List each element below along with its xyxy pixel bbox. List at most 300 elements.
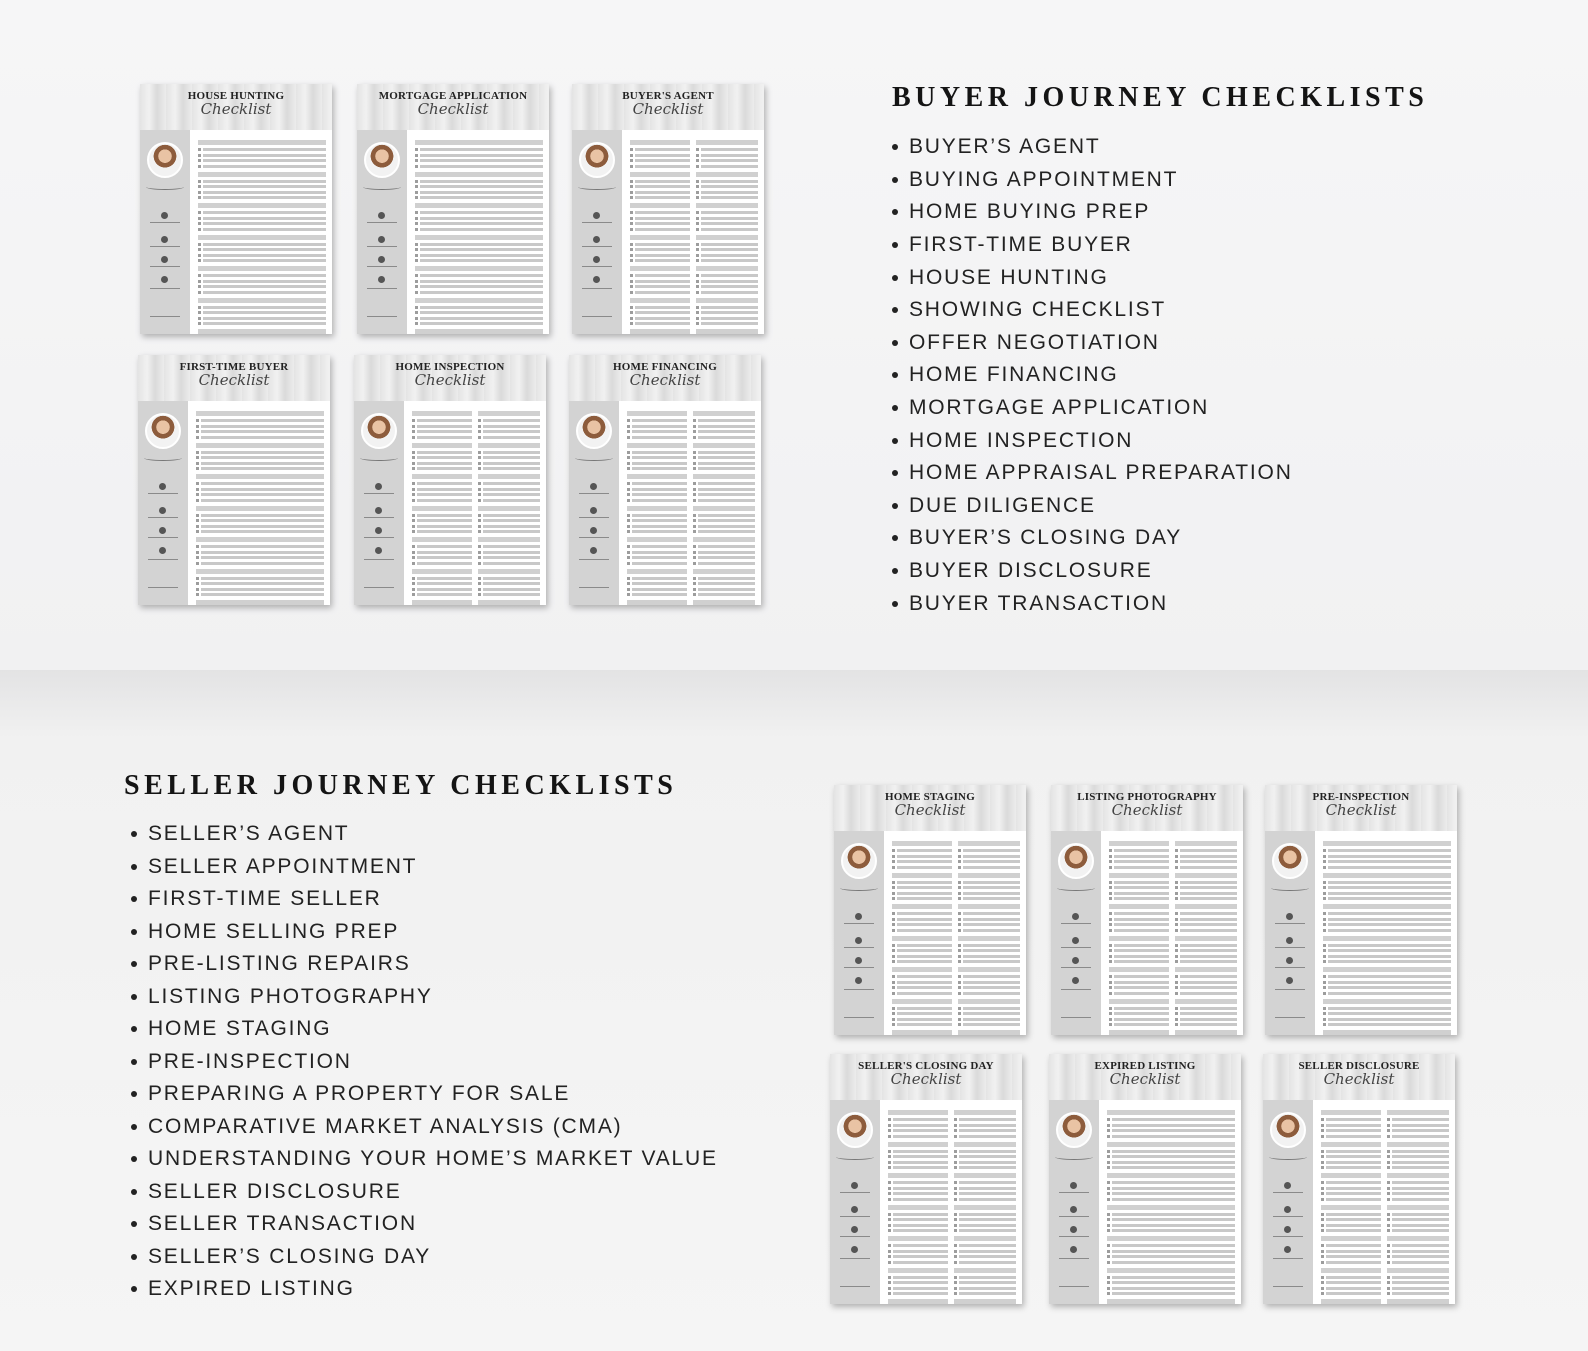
- section-header-bar: [958, 841, 1020, 846]
- checklist-line: [954, 1255, 1016, 1258]
- seller-list-item: COMPARATIVE MARKET ANALYSIS (CMA): [131, 1111, 718, 1144]
- checklist-line: [888, 1150, 948, 1153]
- checklist-line: [198, 285, 326, 288]
- checklist-line: [198, 196, 326, 199]
- section-header-bar: [412, 411, 472, 416]
- checklist-line: [1387, 1187, 1449, 1190]
- checklist-line: [954, 1187, 1016, 1190]
- buyer-list-item: HOUSE HUNTING: [892, 261, 1293, 294]
- checklist-line: [1323, 929, 1451, 932]
- checklist-line: [415, 317, 543, 320]
- contact-icon: [590, 547, 597, 554]
- checklist-line: [696, 217, 758, 220]
- bullet-icon: [131, 929, 137, 935]
- checklist-line: [412, 545, 472, 548]
- contact-icon: [1072, 957, 1079, 964]
- checklist-line: [888, 1281, 948, 1284]
- checklist-line: [415, 148, 543, 151]
- checklist-line: [888, 1213, 948, 1216]
- contact-icon: [378, 212, 385, 219]
- section-header-bar: [696, 172, 758, 177]
- checklist-line: [196, 451, 324, 454]
- checklist-line: [478, 436, 540, 439]
- checklist-column: [630, 136, 690, 334]
- contact-icon: [851, 1182, 858, 1189]
- contact-line: [579, 537, 609, 538]
- section-header-bar: [892, 936, 952, 941]
- section-header-bar: [412, 569, 472, 574]
- checklist-line: [1323, 992, 1451, 995]
- section-header-bar: [1323, 1030, 1451, 1035]
- checklist-line: [958, 1018, 1020, 1021]
- section-header-bar: [478, 600, 540, 605]
- contact-line: [840, 1258, 870, 1259]
- checklist-line: [198, 317, 326, 320]
- sheet-title: HOME INSPECTION: [395, 361, 505, 373]
- contact-icon: [593, 212, 600, 219]
- checklist-line: [1109, 866, 1169, 869]
- contact-line: [840, 1216, 870, 1217]
- checklist-line: [888, 1229, 948, 1232]
- agent-signature: [146, 184, 184, 190]
- section-header-bar: [1175, 841, 1237, 846]
- checklist-line: [415, 306, 543, 309]
- checklist-line: [415, 274, 543, 277]
- checklist-line: [630, 254, 690, 257]
- checklist-line: [1323, 897, 1451, 900]
- contact-icon: [855, 977, 862, 984]
- section-header-bar: [415, 172, 543, 177]
- checklist-line: [478, 551, 540, 554]
- agent-avatar: [579, 142, 615, 178]
- checklist-line: [1175, 1012, 1237, 1015]
- section-header-bar: [1175, 936, 1237, 941]
- buyer-sheet-home-inspection: [354, 355, 546, 605]
- checklist-line: [1109, 886, 1169, 889]
- contact-line: [1061, 967, 1091, 968]
- checklist-line: [196, 430, 324, 433]
- buyer-list-item: BUYING APPOINTMENT: [892, 164, 1293, 197]
- checklist-line: [1175, 1023, 1237, 1026]
- checklist-column: [412, 407, 472, 605]
- section-header-bar: [478, 474, 540, 479]
- checklist-line: [627, 525, 687, 528]
- checklist-line: [888, 1224, 948, 1227]
- contact-line: [1273, 1192, 1303, 1193]
- checklist-line: [415, 248, 543, 251]
- checklist-line: [696, 222, 758, 225]
- checklist-line: [1387, 1124, 1449, 1127]
- checklist-line: [958, 912, 1020, 915]
- checklist-line: [888, 1261, 948, 1264]
- checklist-line: [954, 1276, 1016, 1279]
- checklist-line: [1321, 1218, 1381, 1221]
- section-header-bar: [1321, 1299, 1381, 1304]
- checklist-line: [1387, 1192, 1449, 1195]
- checklist-line: [954, 1161, 1016, 1164]
- section-header-bar: [198, 172, 326, 177]
- checklist-line: [478, 530, 540, 533]
- checklist-line: [478, 462, 540, 465]
- seller-list-item: FIRST-TIME SELLER: [131, 883, 718, 916]
- checklist-column: [693, 407, 755, 605]
- checklist-line: [1323, 960, 1451, 963]
- checklist-line: [892, 975, 952, 978]
- contact-icon: [161, 276, 168, 283]
- checklist-line: [1109, 986, 1169, 989]
- contact-icon: [378, 236, 385, 243]
- buyer-list-item: HOME APPRAISAL PREPARATION: [892, 457, 1293, 490]
- checklist-line: [196, 519, 324, 522]
- checklist-line: [1107, 1218, 1235, 1221]
- section-header-bar: [892, 841, 952, 846]
- checklist-line: [954, 1244, 1016, 1247]
- checklist-line: [415, 280, 543, 283]
- checklist-line: [415, 154, 543, 157]
- section-header-bar: [892, 1030, 952, 1035]
- sheet-subtitle: Checklist: [1111, 801, 1183, 819]
- checklist-line: [1107, 1181, 1235, 1184]
- seller-sheet-expired-listing: [1049, 1054, 1241, 1304]
- checklist-line: [1321, 1135, 1381, 1138]
- section-header-bar: [954, 1268, 1016, 1273]
- checklist-line: [1323, 975, 1451, 978]
- checklist-line: [958, 892, 1020, 895]
- checklist-column: [892, 837, 952, 1035]
- checklist-line: [892, 1012, 952, 1015]
- section-header-bar: [1323, 967, 1451, 972]
- checklist-line: [1321, 1166, 1381, 1169]
- checklist-line: [415, 191, 543, 194]
- checklist-line: [693, 467, 755, 470]
- section-header-bar: [693, 506, 755, 511]
- checklist-line: [696, 291, 758, 294]
- section-header-bar: [1109, 1030, 1169, 1035]
- buyer-list-item: HOME BUYING PREP: [892, 196, 1293, 229]
- section-header-bar: [478, 443, 540, 448]
- contact-line: [1059, 1236, 1089, 1237]
- contact-line: [364, 517, 394, 518]
- bullet-icon: [892, 307, 898, 313]
- seller-list-item: EXPIRED LISTING: [131, 1273, 718, 1306]
- section-header-bar: [198, 235, 326, 240]
- checklist-line: [1387, 1218, 1449, 1221]
- checklist-line: [693, 582, 755, 585]
- section-header-bar: [630, 329, 690, 334]
- checklist-column: [627, 407, 687, 605]
- section-header-bar: [627, 600, 687, 605]
- contact-icon: [593, 256, 600, 263]
- checklist-line: [1387, 1118, 1449, 1121]
- section-header-bar: [1107, 1299, 1235, 1304]
- section-header-bar: [696, 235, 758, 240]
- seller-sheet-pre-inspection: [1265, 785, 1457, 1035]
- checklist-line: [1175, 912, 1237, 915]
- checklist-line: [1109, 860, 1169, 863]
- seller-list-item: SELLER DISCLOSURE: [131, 1176, 718, 1209]
- section-header-bar: [958, 904, 1020, 909]
- checklist-line: [1175, 960, 1237, 963]
- seller-sheet-listing-photography: [1051, 785, 1243, 1035]
- checklist-line: [198, 280, 326, 283]
- checklist-line: [1107, 1135, 1235, 1138]
- checklist-line: [888, 1118, 948, 1121]
- checklist-line: [627, 456, 687, 459]
- checklist-line: [954, 1229, 1016, 1232]
- section-header-bar: [627, 443, 687, 448]
- checklist-line: [696, 259, 758, 262]
- checklist-line: [1107, 1229, 1235, 1232]
- checklist-line: [892, 897, 952, 900]
- checklist-line: [892, 986, 952, 989]
- checklist-line: [198, 154, 326, 157]
- checklist-line: [1107, 1198, 1235, 1201]
- checklist-line: [1323, 912, 1451, 915]
- bullet-icon: [131, 994, 137, 1000]
- section-header-bar: [630, 266, 690, 271]
- checklist-line: [958, 897, 1020, 900]
- checklist-line: [415, 254, 543, 257]
- section-header-bar: [627, 537, 687, 542]
- section-header-bar: [1107, 1142, 1235, 1147]
- checklist-line: [892, 1007, 952, 1010]
- checklist-line: [412, 493, 472, 496]
- checklist-line: [198, 165, 326, 168]
- checklist-line: [630, 274, 690, 277]
- checklist-line: [1107, 1192, 1235, 1195]
- contact-line: [150, 222, 180, 223]
- seller-list-item: HOME SELLING PREP: [131, 916, 718, 949]
- section-header-bar: [892, 999, 952, 1004]
- checklist-line: [696, 180, 758, 183]
- checklist-line: [196, 425, 324, 428]
- checklist-line: [1387, 1166, 1449, 1169]
- checklist-line: [958, 955, 1020, 958]
- checklist-line: [630, 317, 690, 320]
- checklist-line: [1387, 1292, 1449, 1295]
- checklist-line: [412, 593, 472, 596]
- contact-line: [844, 989, 874, 990]
- section-header-bar: [892, 904, 952, 909]
- contact-line: [1059, 1216, 1089, 1217]
- checklist-line: [412, 451, 472, 454]
- section-header-bar: [412, 443, 472, 448]
- contact-line: [1061, 989, 1091, 990]
- checklist-line: [1175, 986, 1237, 989]
- contact-icon: [375, 507, 382, 514]
- checklist-line: [196, 419, 324, 422]
- checklist-line: [696, 322, 758, 325]
- contact-icon: [378, 276, 385, 283]
- contact-line: [150, 316, 180, 317]
- contact-icon: [1070, 1226, 1077, 1233]
- checklist-line: [196, 525, 324, 528]
- checklist-line: [198, 211, 326, 214]
- checklist-line: [1175, 918, 1237, 921]
- contact-icon: [1070, 1246, 1077, 1253]
- checklist-line: [627, 588, 687, 591]
- checklist-line: [1175, 860, 1237, 863]
- section-header-bar: [1387, 1142, 1449, 1147]
- checklist-line: [888, 1198, 948, 1201]
- section-header-bar: [196, 506, 324, 511]
- contact-line: [844, 967, 874, 968]
- checklist-line: [958, 960, 1020, 963]
- contact-line: [148, 517, 178, 518]
- checklist-line: [1387, 1255, 1449, 1258]
- checklist-line: [196, 467, 324, 470]
- checklist-line: [696, 243, 758, 246]
- sheet-title: PRE-INSPECTION: [1312, 791, 1410, 803]
- checklist-line: [198, 243, 326, 246]
- buyer-sheet-mortgage-application: [357, 84, 549, 334]
- checklist-line: [412, 562, 472, 565]
- checklist-line: [693, 436, 755, 439]
- checklist-line: [1175, 944, 1237, 947]
- checklist-line: [630, 306, 690, 309]
- bullet-icon: [131, 864, 137, 870]
- checklist-column: [696, 136, 758, 334]
- section-header-bar: [1387, 1299, 1449, 1304]
- checklist-line: [1321, 1255, 1381, 1258]
- checklist-line: [627, 582, 687, 585]
- contact-line: [579, 517, 609, 518]
- section-header-bar: [1387, 1236, 1449, 1241]
- checklist-line: [198, 259, 326, 262]
- section-header-bar: [1387, 1268, 1449, 1273]
- checklist-line: [954, 1135, 1016, 1138]
- seller-sheet-home-staging: [834, 785, 1026, 1035]
- checklist-line: [412, 436, 472, 439]
- checklist-line: [630, 154, 690, 157]
- checklist-line: [415, 243, 543, 246]
- agent-signature: [1269, 1154, 1307, 1160]
- checklist-line: [630, 285, 690, 288]
- contact-icon: [375, 547, 382, 554]
- contact-icon: [1286, 937, 1293, 944]
- section-header-bar: [198, 266, 326, 271]
- checklist-line: [198, 322, 326, 325]
- checklist-line: [888, 1129, 948, 1132]
- checklist-line: [1321, 1192, 1381, 1195]
- contact-icon: [855, 913, 862, 920]
- checklist-line: [888, 1292, 948, 1295]
- contact-line: [1273, 1236, 1303, 1237]
- checklist-line: [888, 1161, 948, 1164]
- checklist-line: [478, 582, 540, 585]
- contact-icon: [590, 483, 597, 490]
- checklist-line: [196, 493, 324, 496]
- contact-line: [364, 587, 394, 588]
- checklist-line: [627, 593, 687, 596]
- checklist-line: [1323, 1012, 1451, 1015]
- checklist-line: [1323, 955, 1451, 958]
- sheet-title: BUYER'S AGENT: [622, 90, 714, 102]
- checklist-line: [1323, 855, 1451, 858]
- section-header-bar: [954, 1205, 1016, 1210]
- section-header-bar: [196, 443, 324, 448]
- checklist-line: [478, 493, 540, 496]
- checklist-line: [1107, 1292, 1235, 1295]
- checklist-line: [1107, 1281, 1235, 1284]
- checklist-line: [412, 519, 472, 522]
- sheet-title: MORTGAGE APPLICATION: [378, 90, 528, 102]
- sheet-title: SELLER'S CLOSING DAY: [858, 1060, 994, 1072]
- contact-line: [1275, 923, 1305, 924]
- bullet-icon: [892, 340, 898, 346]
- checklist-line: [892, 955, 952, 958]
- section-header-bar: [888, 1173, 948, 1178]
- contact-icon: [1284, 1206, 1291, 1213]
- checklist-line: [958, 918, 1020, 921]
- checklist-line: [198, 180, 326, 183]
- checklist-line: [693, 488, 755, 491]
- checklist-line: [888, 1255, 948, 1258]
- checklist-line: [196, 582, 324, 585]
- checklist-line: [1175, 975, 1237, 978]
- checklist-line: [198, 159, 326, 162]
- checklist-line: [888, 1276, 948, 1279]
- checklist-line: [1387, 1181, 1449, 1184]
- checklist-line: [630, 322, 690, 325]
- checklist-line: [1321, 1213, 1381, 1216]
- checklist-line: [892, 944, 952, 947]
- checklist-line: [1109, 944, 1169, 947]
- section-header-bar: [1175, 904, 1237, 909]
- checklist-line: [1321, 1244, 1381, 1247]
- checklist-line: [954, 1155, 1016, 1158]
- buyer-section-title: BUYER JOURNEY CHECKLISTS: [892, 82, 1429, 113]
- checklist-line: [696, 185, 758, 188]
- agent-signature: [1055, 1154, 1093, 1160]
- checklist-line: [1323, 881, 1451, 884]
- contact-icon: [1284, 1246, 1291, 1253]
- sheet-title: HOUSE HUNTING: [187, 90, 285, 102]
- contact-line: [582, 222, 612, 223]
- checklist-line: [478, 488, 540, 491]
- checklist-line: [1109, 923, 1169, 926]
- contact-line: [1275, 947, 1305, 948]
- contact-line: [1275, 967, 1305, 968]
- checklist-line: [1387, 1261, 1449, 1264]
- section-header-bar: [1321, 1236, 1381, 1241]
- section-header-bar: [198, 140, 326, 145]
- contact-line: [840, 1286, 870, 1287]
- checklist-line: [1323, 866, 1451, 869]
- contact-line: [1275, 1017, 1305, 1018]
- buyer-list-item: BUYER DISCLOSURE: [892, 555, 1293, 588]
- checklist-line: [1175, 1007, 1237, 1010]
- agent-signature: [575, 455, 613, 461]
- bullet-icon: [892, 601, 898, 607]
- checklist-line: [892, 886, 952, 889]
- checklist-column: [1175, 837, 1237, 1035]
- seller-list-item: SELLER APPOINTMENT: [131, 851, 718, 884]
- checklist-line: [1321, 1224, 1381, 1227]
- section-header-bar: [1109, 999, 1169, 1004]
- checklist-line: [1387, 1244, 1449, 1247]
- checklist-line: [196, 551, 324, 554]
- checklist-line: [892, 923, 952, 926]
- contact-line: [844, 947, 874, 948]
- checklist-line: [630, 291, 690, 294]
- seller-list-item: PREPARING A PROPERTY FOR SALE: [131, 1078, 718, 1111]
- checklist-line: [415, 180, 543, 183]
- checklist-line: [954, 1124, 1016, 1127]
- checklist-line: [412, 530, 472, 533]
- checklist-line: [478, 499, 540, 502]
- contact-line: [579, 493, 609, 494]
